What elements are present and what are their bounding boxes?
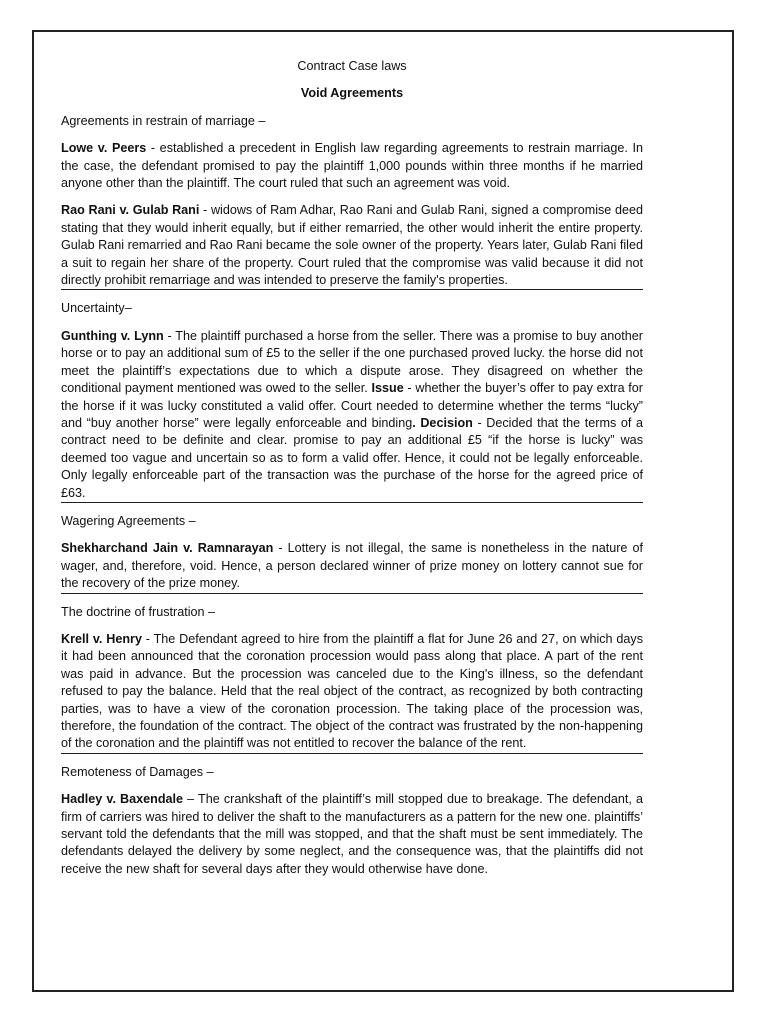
case-text: - Decided that the terms of a contract need to be definite and clear. promise to pay an additional £5 “if the horse is lucky” was deemed too vague and uncertain so as to form a valid offer. Hence, it could not be legally enforceable. Only legally enforceable part of the transaction was the purchase of the horse for the agreed price of £63. (61, 415, 643, 500)
case-name: Rao Rani v. Gulab Rani (61, 203, 200, 218)
case-name: Shekharchand Jain v. Ramnarayan (61, 541, 274, 556)
section-heading-uncertainty: Uncertainty– (61, 301, 132, 316)
case-krell-v-henry (61, 631, 643, 754)
case-name: Krell v. Henry (61, 631, 142, 646)
period-mark: . (412, 415, 416, 430)
document-body (61, 58, 643, 888)
section-heading-doctrine-of-frustration: The doctrine of frustration – (61, 604, 216, 619)
decision-label: Decision (415, 415, 473, 430)
case-text: - established a precedent in English law regarding agreements to restrain marriage. In the case, the defendant promised to pay the plaintiff 1,000 pounds within three months if he married anyone other than the plaintiff. The court ruled that such an agreement was void. (61, 141, 643, 191)
case-gunthing-v-lynn (61, 328, 643, 503)
document-subtitle: Void Agreements (300, 86, 404, 101)
case-text: - Lottery is not illegal, the same is nonetheless in the nature of wager, and, therefore, void. Hence, a person declared winner of prize money on lottery cannot sue for the recovery of the prize money. (61, 541, 643, 591)
case-text: - The Defendant agreed to hire from the plaintiff a flat for June 26 and 27, on which days it had been announced that the coronation procession would pass along that place. A part of the rent was paid in advance. But the procession was canceled due to the King's illness, so the defendant refused to pay the balance. Held that the real object of the contract, as recognized by both contracting parties, was to have a view of the coronation procession. The taking place of the procession was, therefore, the foundation of the contract. The object of the contract was frustrated by the non-happening of the coronation and the plaintiff was not entitled to recover the balance of the rent. (61, 631, 643, 751)
case-lowe-v-peers (61, 140, 643, 192)
case-text: - whether the buyer’s offer to pay extra for the horse if it was lucky constituted a valid offer. Court needed to determine whether the terms “lucky” and “buy another horse” were legally enforceable and binding (61, 381, 644, 430)
case-shekharchand-jain-v-ramnarayan (61, 540, 643, 593)
issue-label: Issue (371, 381, 404, 396)
case-hadley-v-baxendale (61, 791, 643, 878)
case-name: Hadley v. Baxendale (61, 792, 184, 807)
section-heading-restraint-of-marriage: Agreements in restrain of marriage – (61, 113, 266, 128)
document-title: Contract Case laws (297, 59, 407, 73)
case-name: Gunthing v. Lynn (61, 328, 164, 343)
case-text: - The plaintiff purchased a horse from the seller. There was a promise to buy another horse or to pay an additional sum of £5 to the seller if the one purchased proved lucky. the horse did not meet the plaintiff’s expectations due to which a dispute arose. They disagreed on whether the conditional payment mentioned was owed to the seller. (61, 328, 643, 396)
case-rao-rani-v-gulab-rani (61, 202, 643, 290)
section-heading-remoteness-of-damages: Remoteness of Damages – (61, 764, 214, 779)
section-heading-wagering-agreements: Wagering Agreements – (61, 513, 196, 528)
case-text: – The crankshaft of the plaintiff’s mill stopped due to breakage. The defendant, a firm of carriers was hired to deliver the shaft to the manufacturers as a pattern for the new one. plaintiffs’ servant told the defendants that the mill was stopped, and that the shaft must be sent immediately. The defendants delayed the delivery by some neglect, and the consequence was, that the plaintiffs did not receive the new shaft for several days after they would otherwise have done. (61, 792, 643, 876)
case-name: Lowe v. Peers (61, 141, 147, 156)
case-text: - widows of Ram Adhar, Rao Rani and Gulab Rani, signed a compromise deed stating that they would inherit equally, but if either remarried, the other would inherit the entire property. Gulab Rani remarried and Rao Rani became the sole owner of the property. Years later, Gulab Rani filed a suit to regain her share of the property. Court ruled that the compromise was valid because it did not directly prohibit remarriage and was intended to preserve the family's properties. (61, 203, 644, 288)
